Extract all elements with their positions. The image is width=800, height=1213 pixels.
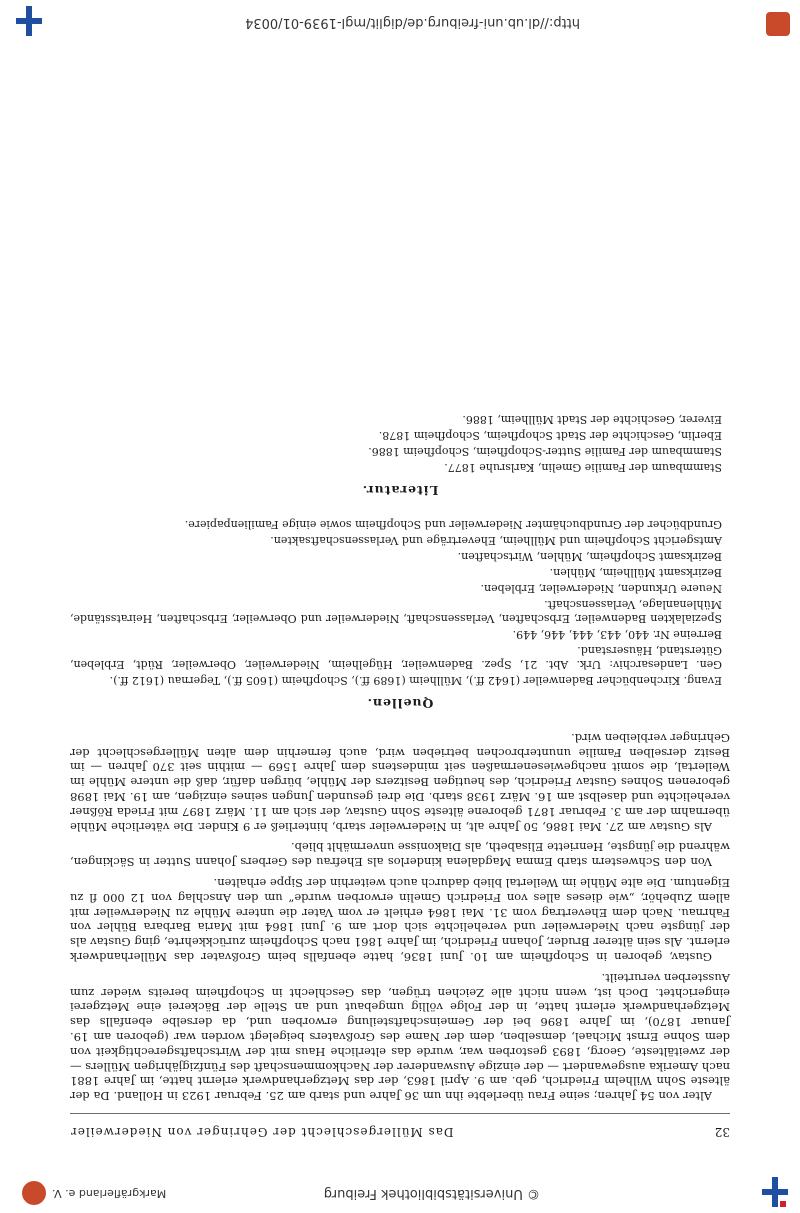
list-item: Amtsgericht Schopfheim und Müllheim, Eheverträge und Verlassenschaftsakten. — [270, 534, 722, 548]
running-title: Das Müllergeschlecht der Gehringer von Niederweiler — [70, 1125, 454, 1139]
list-item: Evang. Kirchenbücher Badenweiler (1642 ff.), Müllheim (1689 ff.), Schopfheim (1605 ff.), Tegernau (1612 ff.). — [109, 674, 722, 688]
paragraph: Alter von 54 Jahren; seine Frau überlebte ihn um 36 Jahre und starb am 25. Februar 1923 in Holland. Da der älteste Sohn Wilhelm Friedrich, geb. am 9. April 1863, der das Metzgerhandwerk erlernt hatte, im Jahre 1881 nach Amerika ausgewandert — der einzige Auswanderer der Nachkommenschaft des Fünfzigjährigen Müllers — der zweitälteste, Georg, 1893 gestorben war, wurde das elterliche Haus mit der Wirtschaftsgerechtigkeit von dem Sohne Ernst Michael, demselben, dem der Name des Großvaters beigelegt worden war (geboren am 19. Januar 1870), im Jahre 1896 bei der Gemeinschaftsteilung erworben und, da derselbe ebenfalls das Metzgerhandwerk erlernt hatte, in der Folge völlig umgebaut und an Stelle der Bäckerei eine Metzgerei eingerichtet. Doch ist, wenn nicht alle Zeichen trügen, das Geschlecht in Schopfheim bereits wieder zum Aussterben verurteilt. — [70, 970, 730, 1104]
list-item: Eiverer, Geschichte der Stadt Müllheim, 1886. — [462, 413, 722, 427]
list-item: Bezirksamt Müllheim, Mühlen. — [549, 566, 722, 580]
sources-heading: Quellen. — [366, 696, 434, 712]
paragraph: Von den Schwestern starb Emma Magdalena kinderlos als Ehefrau des Gerbers Johann Sutter in Säckingen, während die jüngste, Henriette Elisabeth, als Diakonisse unvermählt blieb. — [70, 840, 730, 870]
sources-list — [70, 517, 730, 687]
society-logo-icon — [22, 1181, 46, 1205]
list-item: Bezirksamt Schopfheim, Mühlen, Wirtschaften. — [457, 550, 722, 564]
list-item: Neuere Urkunden, Niederweiler, Erbleben. — [480, 582, 722, 596]
list-item: Eberlin, Geschichte der Stadt Schopfheim, Schopfheim 1878. — [378, 429, 722, 443]
list-item: Stammbaum der Familie Sutter-Schopfheim, Schopfheim 1886. — [368, 445, 722, 459]
list-item: Stammbaum der Familie Gmelin, Karlsruhe 1877. — [444, 461, 722, 475]
viewer-top-bar — [0, 1171, 800, 1213]
copyright-text: © Universitätsbibliothek Freiburg — [323, 1186, 540, 1201]
list-item: Grundbücher der Grundbuchämter Niederweiler und Schopfheim sowie einige Familienpapiere. — [184, 518, 722, 532]
viewer-bottom-bar — [0, 0, 800, 42]
literature-heading: Literatur. — [361, 483, 439, 499]
page-number: 32 — [714, 1125, 730, 1139]
list-item: Gen. Landesarchiv: Urk. Abt. 21, Spez. Badenweiler, Hügelheim, Niederweiler, Oberweiler, Rüdt, Erbleben, Güterstand, Häuserstand. — [70, 644, 722, 672]
page-header — [70, 1124, 730, 1139]
scanned-page — [70, 49, 730, 1139]
source-url[interactable]: http://dl.ub.uni-freiburg.de/diglit/mgl-1939-01/0034 — [245, 15, 580, 30]
list-item: Spezialakten Badenweiler, Erbschaften, Verlassenschaft, Niederweiler und Oberweiler, Erbschaften, Heiratsstände, Mühlenanlage, Verlassenschaft. — [70, 598, 722, 626]
list-item: Berreine Nr. 440, 443, 444, 446, 449. — [512, 628, 722, 642]
university-badge-icon — [758, 1175, 792, 1209]
paragraph: Gustav, geboren in Schopfheim am 10. Juni 1836, hatte ebenfalls beim Großvater das Müllerhandwerk erlernt. Als sein älterer Bruder, Johann Friedrich, im Jahre 1861 nach Schopfheim zurückkehrte, ging Gustav als der jüngste nach Niederweiler und verehelichte sich dort am 9. Juni 1864 mit Maria Barbara Bühler von Fahrnau. Nach dem Ehevertrag vom 31. Mai 1864 erhielt er vom Vater die untere Mühle zu Niederweiler mit allem Zubehör, „wie dieses alles von Friedrich Gmelin erworben wurde“ um den Anschlag von 12 000 fl zu Eigentum. Die alte Mühle im Weilertal blieb dadurch auch weiterhin der Sippe erhalten. — [70, 876, 730, 965]
literature-list — [70, 412, 730, 474]
society-name: Markgräflerland e. V. — [52, 1187, 167, 1200]
header-divider — [70, 1113, 730, 1114]
paragraph: Als Gustav am 27. Mai 1886, 50 Jahre alt, in Niederweiler starb, hinterließ er 9 Kinder. Die väterliche Mühle übernahm der am 3. Februar 1871 geborene älteste Sohn Gustav, der sich am 11. März 1897 mit Frieda Rößner verehelichte und daselbst am 16. März 1938 starb. Die drei gesunden Jungen seines einzigen, am 19. Mai 1898 geborenen Sohnes Gustav Friedrich, des heutigen Besitzers der Mühle, bürgen dafür, daß die untere Mühle im Weilertal, die somit nachgewiesenermaßen seit mindestens dem Jahre 1569 — mithin seit 370 Jahren — im Besitz derselben Familie ununterbrochen betrieben wird, auch fernerhin dem alten Müllergeschlecht der Gehringer verbleiben wird. — [70, 730, 730, 834]
university-badge-icon — [8, 6, 42, 36]
society-crest-icon — [766, 12, 790, 36]
